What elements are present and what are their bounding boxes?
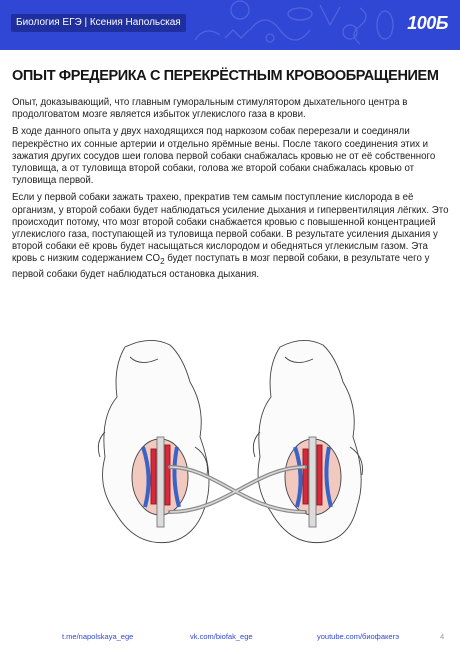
header-banner — [0, 0, 460, 50]
paragraph-intro: Опыт, доказывающий, что главным гуморальным стимулятором дыхательного центра в продолговатом мозге является избыток углекислого газа в крови. — [12, 97, 408, 121]
co2-subscript: 2 — [160, 257, 165, 267]
brand-logo: 100Б — [407, 13, 448, 33]
paragraph-method: В ходе данного опыта у двух находящихся под наркозом собак перерезали и соединяли перекрёстно их сонные артерии и отдельно ярёмные вены. После такого соединения этих и зажатия других сосудов шеи голова первой собаки снабжалась кровью не от её собственного туловища, а от туловища второй собаки, голова же второй собаки снабжалась кровью от туловища первой. — [12, 126, 436, 187]
left-dog-illustration — [98, 340, 209, 542]
paragraph-result-part-b: будет поступать в мозг первой собаки, в результате чего у первой собаки будет наблюдаться остановка дыхания. — [12, 253, 430, 280]
paragraph-result — [12, 192, 450, 280]
course-badge: Биология ЕГЭ | Ксения Напольская — [11, 14, 186, 32]
vk-link[interactable]: vk.com/biofak_ege — [190, 632, 253, 641]
youtube-link[interactable]: youtube.com/биофакегэ — [317, 632, 400, 641]
cross-circulation-diagram — [95, 337, 375, 557]
footer — [0, 632, 460, 644]
right-dog-illustration — [253, 340, 362, 542]
page-number: 4 — [440, 632, 445, 641]
page-title: ОПЫТ ФРЕДЕРИКА С ПЕРЕКРЁСТНЫМ КРОВООБРАЩЕНИЕМ — [12, 68, 439, 84]
telegram-link[interactable]: t.me/napolskaya_ege — [62, 632, 134, 641]
article-body — [12, 97, 450, 286]
paragraph-result-part-a: Если у первой собаки зажать трахею, прекратив тем самым поступление кислорода в её организм, у второй собаки будет наблюдаться усиление дыхания и гипервентиляция лёгких. Это происходит потому, что мозг второй собаки снабжается кровью с повышенной концентрацией углекислого газа, поступающей из туловища первой собаки. В результате усиления дыхания у второй собаки её кровь будет насыщаться кислородом и обедняться углекислым газом. Эта кровь с низким содержанием CO — [12, 192, 449, 265]
